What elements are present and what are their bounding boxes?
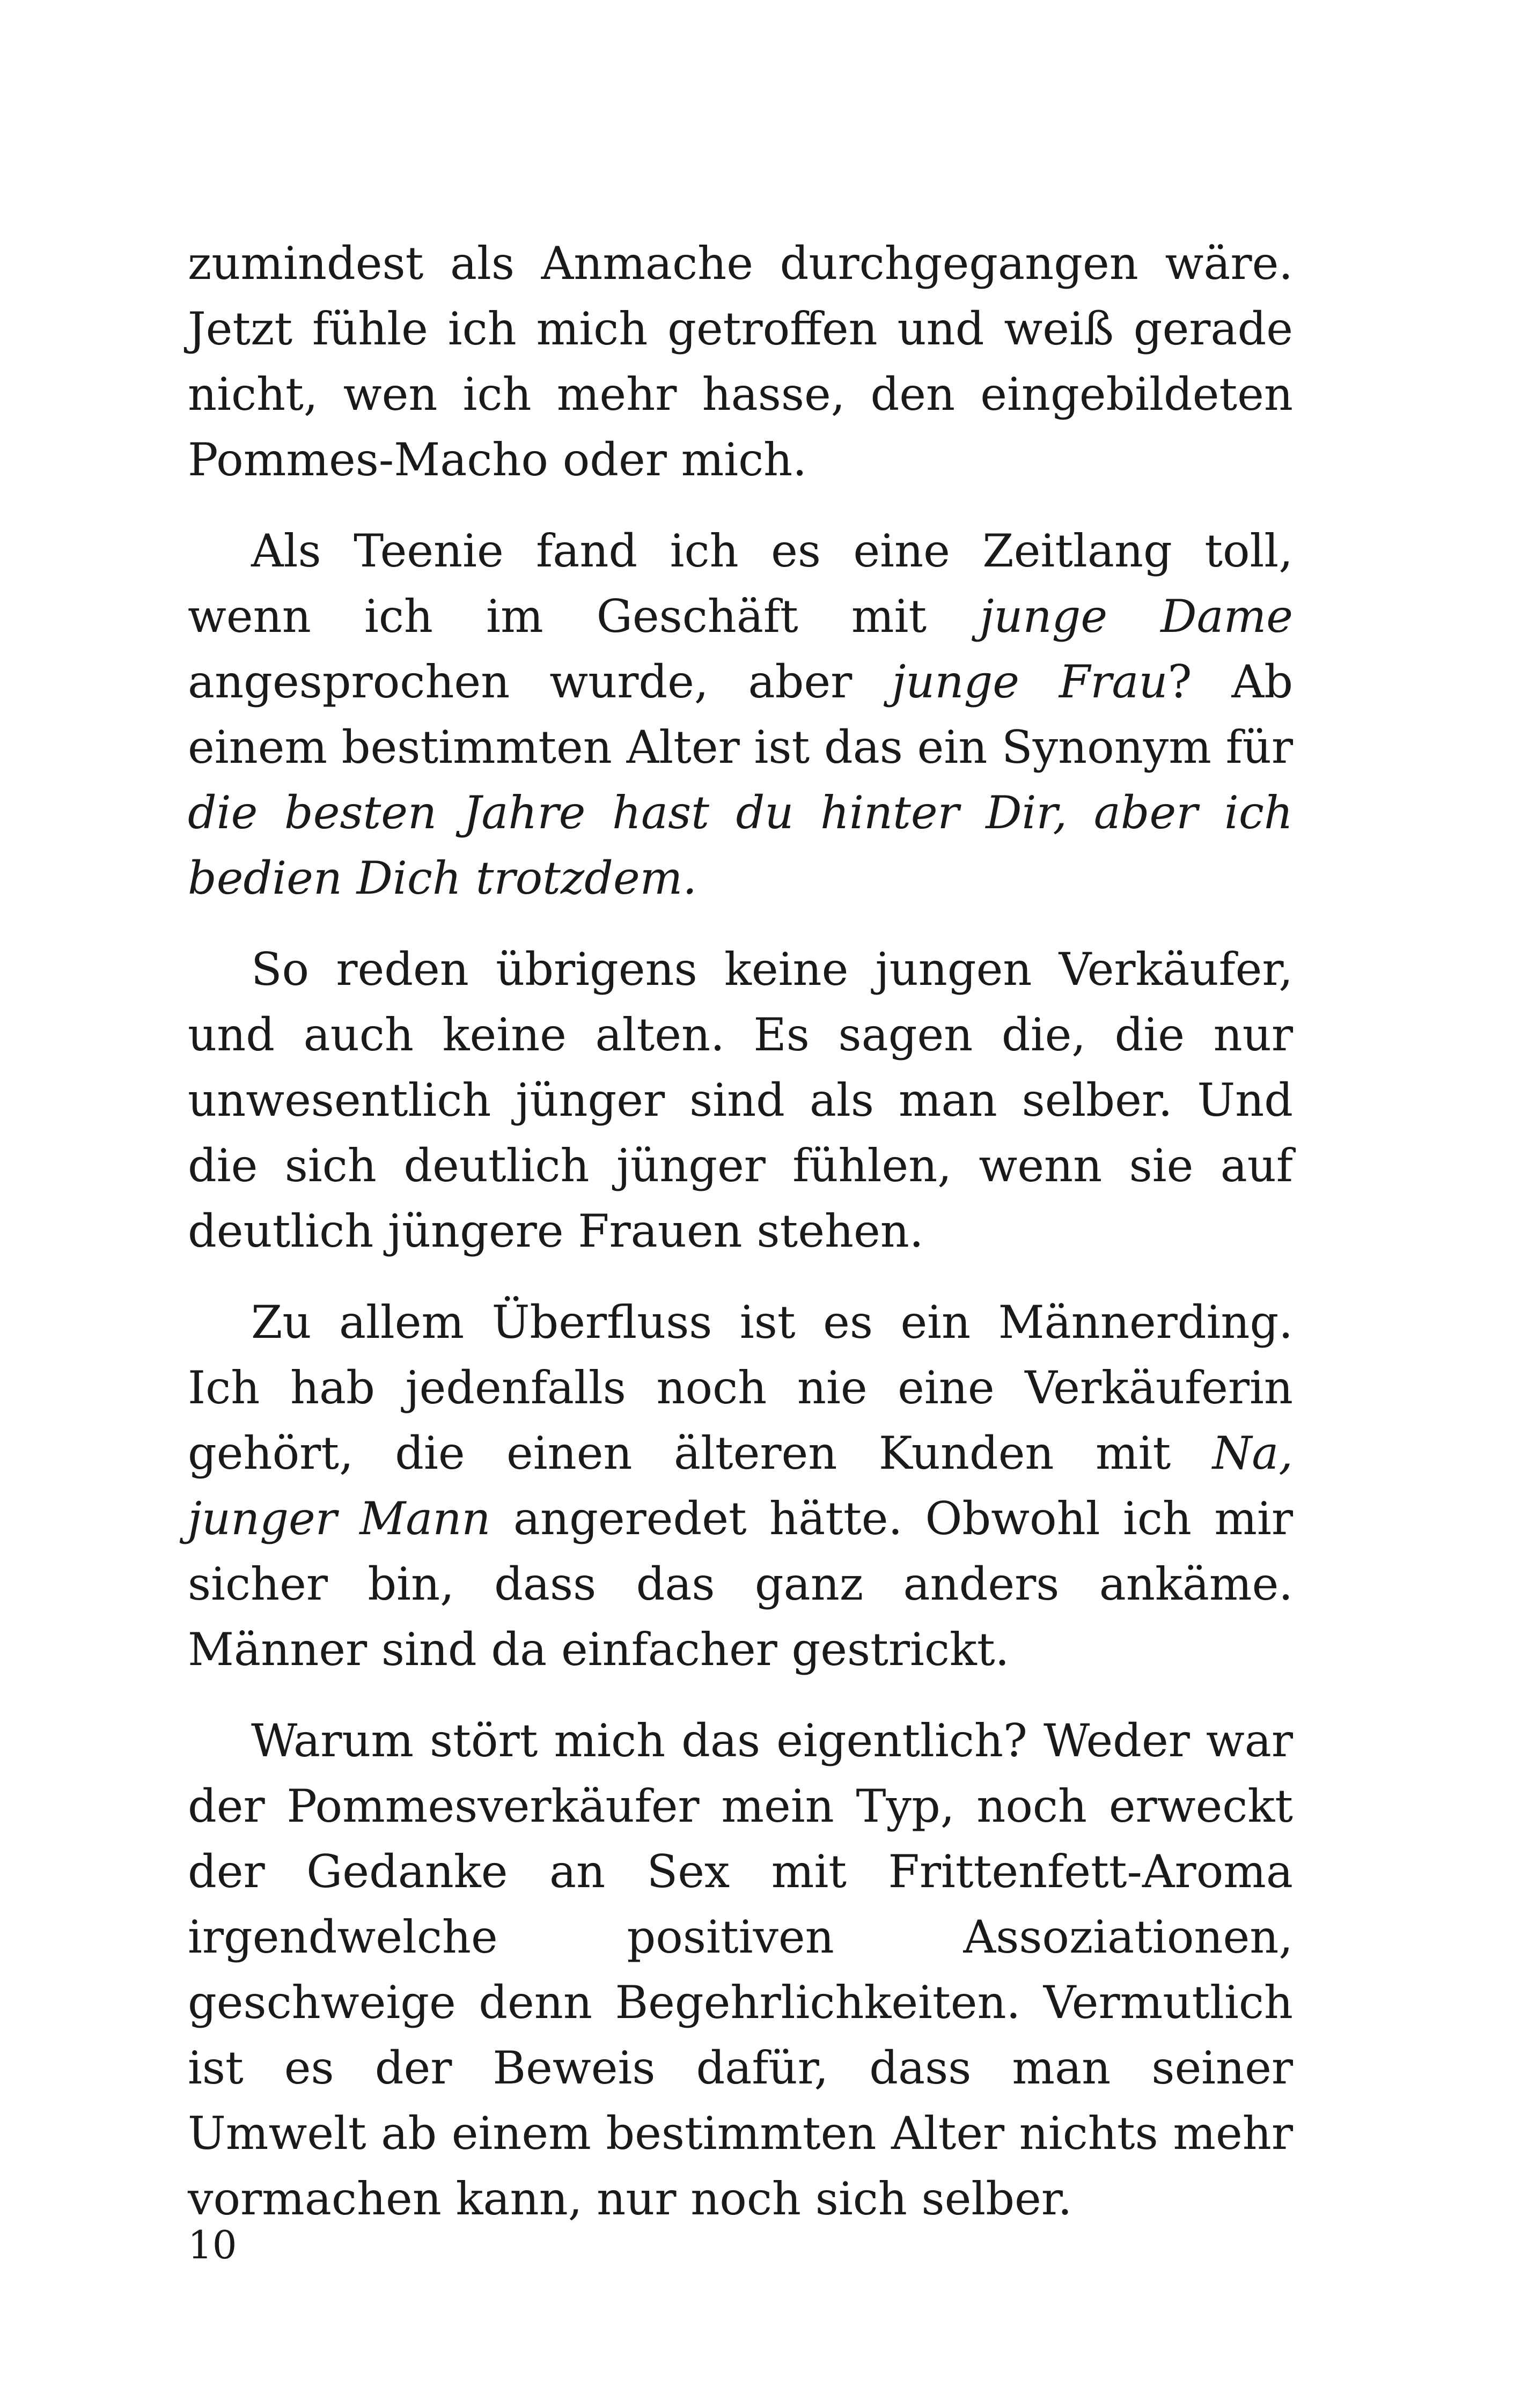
italic-phrase: Na, junger Mann	[188, 1427, 1293, 1545]
text-segment: Zu allem Überfluss ist es ein Männerding. Ich hab jedenfalls noch nie eine Verkäuferin gehört, die einen älteren Kunden mit	[188, 1296, 1293, 1479]
paragraph-1	[188, 231, 1293, 492]
text-segment: Warum stört mich das eigentlich? Weder war der Pommesverkäufer mein Typ, noch erweckt der Gedanke an Sex mit Frittenfett-Aroma irgendwelche positiven Assoziationen, geschweige denn Begehrlichkeiten. Vermutlich ist es der Beweis dafür, dass man seiner Umwelt ab einem bestimmten Alter nichts mehr vormachen kann, nur noch sich selber.	[188, 1714, 1293, 2225]
text-segment: Als Teenie fand ich es eine Zeitlang toll, wenn ich im Geschäft mit	[188, 525, 1293, 643]
italic-phrase: die besten Jahre hast du hinter Dir, aber ich bedien Dich trotzdem.	[188, 786, 1293, 904]
text-segment: ? Ab einem bestimmten Alter ist das ein Synonym für	[188, 656, 1293, 774]
text-segment: So reden übrigens keine jungen Verkäufer, und auch keine alten. Es sagen die, die nur unwesentlich jünger sind als man selber. Und die sich deutlich jünger fühlen, wenn sie auf deutlich jüngere Frauen stehen.	[188, 943, 1293, 1257]
italic-phrase: junge Frau	[892, 656, 1168, 708]
text-segment: angeredet hätte. Obwohl ich mir sicher bin, dass das ganz anders ankäme. Männer sind da einfacher gestrickt.	[188, 1492, 1293, 1676]
paragraph-5	[188, 1708, 1293, 2232]
italic-phrase: junge Dame	[980, 590, 1294, 643]
paragraph-4	[188, 1290, 1293, 1682]
paragraph-2	[188, 518, 1293, 911]
body-text	[188, 231, 1293, 2257]
text-segment: angesprochen wurde, aber	[188, 656, 892, 708]
text-segment: zumindest als Anmache durchgegangen wäre. Jetzt fühle ich mich getroffen und weiß gerade nicht, wen ich mehr hasse, den eingebildeten Pommes-Macho oder mich.	[188, 237, 1293, 486]
paragraph-3	[188, 937, 1293, 1264]
page-number: 10	[188, 2222, 237, 2267]
